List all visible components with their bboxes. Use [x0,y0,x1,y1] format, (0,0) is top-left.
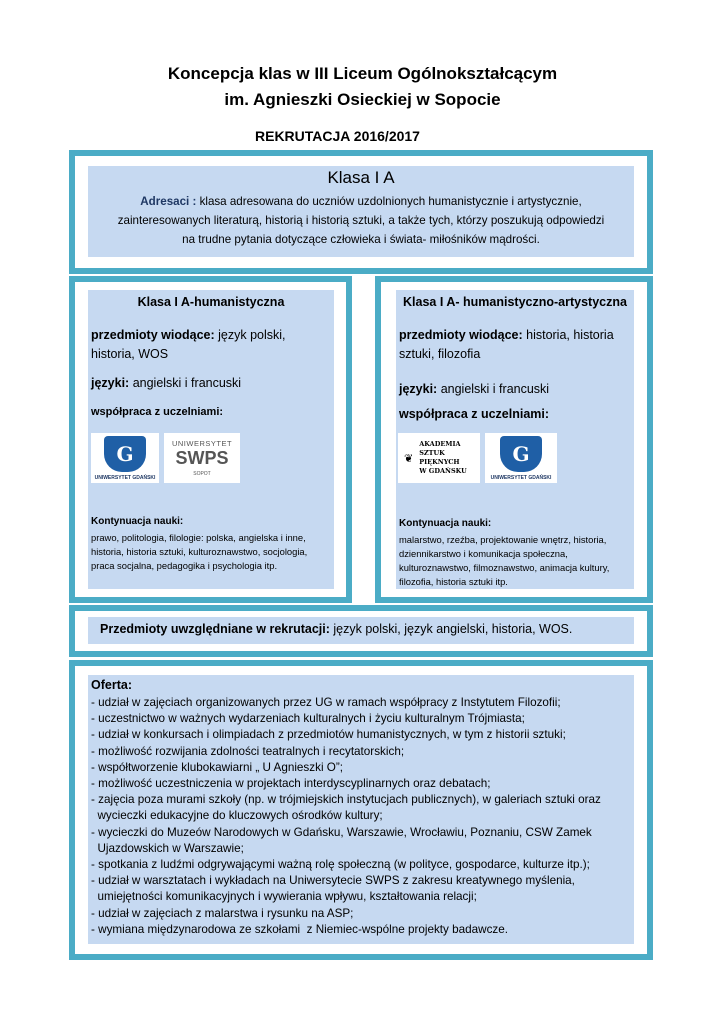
right-continuation-text [399,533,609,589]
left-continuation-2: historia, historia sztuki, kulturoznawstwo, socjologia, [91,546,308,557]
right-column-panel [396,290,634,589]
ug-logo-caption: UNIWERSYTET GDAŃSKI [94,474,156,481]
right-subjects [399,326,614,364]
offer-item: - możliwość rozwijania zdolności teatralnych i recytatorskich; [91,744,405,758]
document-title-line2: im. Agnieszki Osieckiej w Sopocie [224,90,501,109]
left-continuation-1: prawo, politologia, filologie: polska, angielska i inne, [91,532,306,543]
offer-item: Ujazdowskich w Warszawie; [91,841,244,855]
offer-item: - spotkania z ludźmi odgrywającymi ważną rolę społeczną (w polityce, gospodarce, kulturze itp.); [91,858,590,872]
asp-logo-l4: W GDAŃSKU [419,467,467,475]
ug-logo-mark: G [104,436,146,472]
document-title-line1: Koncepcja klas w III Liceum Ogólnokształcącym [167,64,558,83]
right-continuation-2: dziennikarstwo i komunikacja społeczna, [399,548,568,559]
right-continuation-3: kulturoznawstwo, filmoznawstwo, animacja kultury, [399,562,610,573]
right-languages-value: angielski i francuski [437,382,550,396]
left-continuation-3: praca socjalna, pedagogika i psychologia itp. [91,560,278,571]
left-subjects [91,326,286,364]
recruitment-subjects-label: Przedmioty uwzględniane w rekrutacji: [100,622,330,636]
asp-logo-text [419,440,467,476]
recruitment-panel [88,617,634,644]
addressees-line-3: na trudne pytania dotyczące człowieka i świata- miłośników mądrości. [182,233,540,246]
left-continuation-label: Kontynuacja nauki: [91,516,184,527]
recruitment-subjects [100,622,572,636]
class-title: Klasa I A [327,168,395,187]
asp-logo-l1: AKADEMIA [419,440,461,448]
swps-logo-name: SWPS [175,448,229,468]
recruitment-subjects-text: język polski, język angielski, historia, WOS. [329,622,573,636]
offer-item: - udział w zajęciach z malarstwa i rysunku na ASP; [91,906,354,920]
swps-logo-sub: SOPOT [193,471,211,477]
asp-logo-l3: PIĘKNYCH [419,458,460,466]
right-subjects-label: przedmioty wiodące: [399,328,523,342]
addressees-line-1: klasa adresowana do uczniów uzdolnionych humanistycznie i artystycznie, [196,195,582,208]
offer-item: wycieczki edukacyjne do kluczowych ośrodków kultury; [91,809,383,823]
offer-title: Oferta: [91,678,132,692]
right-subjects-2: sztuki, filozofia [399,347,481,361]
swps-logo-top: UNIWERSYTET [171,439,233,448]
addressees-text [94,192,628,249]
offer-item: - możliwość uczestniczenia w projektach interdyscyplinarnych oraz debatach; [91,777,491,791]
class-panel [88,166,634,257]
left-continuation-text [91,531,307,573]
offer-item: - wymiana międzynarodowa ze szkołami z Niemiec-wspólne projekty badawcze. [91,922,509,936]
ug-logo-right [485,433,557,483]
swps-logo [164,433,240,483]
left-subjects-2: historia, WOS [91,347,169,361]
right-continuation-1: malarstwo, rzeźba, projektowanie wnętrz, historia, [399,534,607,545]
ug-logo-right-caption: UNIWERSYTET GDAŃSKI [490,474,552,481]
addressees-line-2: zainteresowanych literaturą, historią i historią sztuki, a także tych, którzy poszukują odpowiedzi [117,214,605,227]
right-languages-label: języki: [399,382,438,396]
offer-panel [88,675,634,944]
right-subjects-1: historia, historia [522,328,614,342]
offer-item: - udział w zajęciach organizowanych przez UG w ramach współpracy z Instytutem Filozofii; [91,696,561,709]
left-languages-label: języki: [91,376,130,390]
asp-emblem-icon: ❦ [404,452,414,465]
offer-item: - uczestnictwo w ważnych wydarzeniach kulturalnych i życiu kulturalnym Trójmiasta; [91,712,525,726]
right-languages [399,380,549,399]
left-subjects-label: przedmioty wiodące: [91,328,215,342]
right-column-title: Klasa I A- humanistyczno-artystyczna [403,295,627,309]
asp-logo [398,433,480,483]
offer-list [91,695,631,938]
left-subjects-1: język polski, [214,328,286,342]
left-column-title: Klasa I A-humanistyczna [137,295,285,309]
offer-item: - wycieczki do Muzeów Narodowych w Gdańsku, Warszawie, Wrocławiu, Poznaniu, CSW Zamek [91,825,592,839]
offer-item: - zajęcia poza murami szkoły (np. w trójmiejskich instytucjach publicznych), w galeriach sztuki oraz [91,793,601,807]
left-languages-value: angielski i francuski [129,376,242,390]
asp-logo-l2: SZTUK [419,449,445,457]
offer-item: - udział w konkursach i olimpiadach z przedmiotów humanistycznych, w tym z historii sztuki; [91,728,566,742]
offer-item: - udział w warsztatach i wykładach na Uniwersytecie SWPS z zakresu kreatywnego myślenia, [91,874,575,888]
ug-logo-right-mark: G [500,436,542,472]
left-languages [91,374,241,393]
offer-item: umiejętności komunikacyjnych i wywierania wpływu, kształtowania relacji; [91,890,477,904]
recruitment-heading: REKRUTACJA 2016/2017 [255,128,420,144]
left-column-panel [88,290,334,589]
addressees-label: Adresaci : [140,195,197,208]
right-continuation-4: filozofia, historia sztuki itp. [399,576,508,587]
offer-item: - współtworzenie klubokawiarni „ U Agnieszki O”; [91,760,344,774]
right-continuation-label: Kontynuacja nauki: [399,518,492,529]
ug-logo [91,433,159,483]
left-coop-label: współpraca z uczelniami: [91,406,224,418]
right-coop-label: współpraca z uczelniami: [399,407,550,421]
